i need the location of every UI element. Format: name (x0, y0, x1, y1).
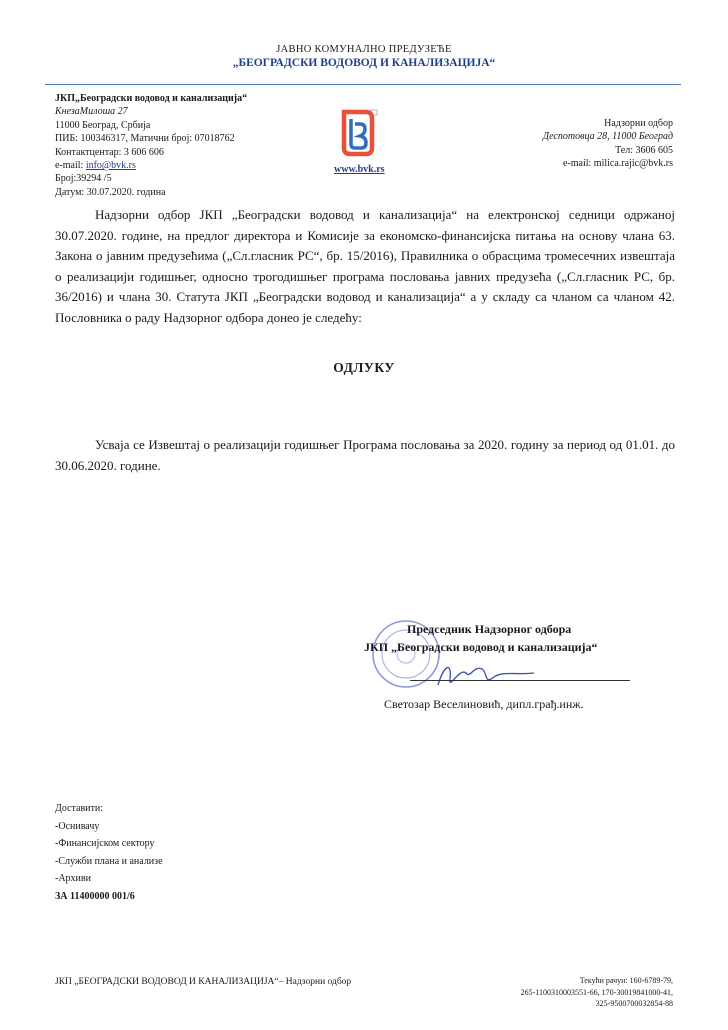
header-divider (45, 84, 681, 85)
sender-name: ЈКП„Београдски водовод и канализација“ (55, 93, 248, 104)
office-phone: Тел: 3606 605 (615, 144, 673, 156)
signatory-name: Светозар Веселиновић, дипл.грађ.инж. (384, 697, 584, 711)
sender-ids: ПИБ: 100346317, Матични број: 07018762 (55, 133, 235, 145)
preamble-text: Надзорни одбор ЈКП „Београдски водовод и канализација“ на електронској седници одржаној 30.07.2020. године, на предлог директора и Комисије за економско-финансијска питања на основу члана 63. Закона о јавним предузећима („Сл.гласник РС“, бр. 15/2016), Правилника о обрасцима тромесечних извештаја о реализацији годишњег, односно трогодишњег програма пословања јавних предузећа („Сл.гласник РС, бр. 36/2016) и члана 30. Статута ЈКП „Београдски водовод и канализација“ а у складу са чланом са чланом 42. Пословника о раду Надзорног одбора донео је следећу: (55, 207, 675, 325)
distribution-item: -Архиви (55, 873, 91, 884)
reference-code: ЗА 11400000 001/6 (55, 890, 135, 902)
office-name: Надзорни одбор (604, 118, 673, 129)
bank-account-line: Текући рачун: 160-6789-79, (579, 976, 673, 985)
distribution-item: -Служби плана и анализе (55, 855, 163, 867)
recipient-office-block (543, 117, 673, 171)
decision-title: ОДЛУКУ (333, 360, 395, 375)
sender-email-line (55, 159, 247, 172)
distribution-heading: Доставити: (55, 803, 104, 814)
footer-org: ЈКП „БЕОГРАДСКИ ВОДОВОД И КАНАЛИЗАЦИЈА“– Надзорни одбор (55, 977, 352, 987)
bank-account-line: 265-1100310003551-66, 170-30019841000-41, (520, 987, 673, 997)
decision-paragraph (55, 434, 675, 476)
decision-text: Усваја се Извештај о реализацији годишњег Програма пословања за 2020. годину за период од 01.01. до 30.06.2020. године. (55, 437, 675, 473)
document-number: Број:39294 /5 (55, 173, 112, 185)
org-name-heading: „БЕОГРАДСКИ ВОДОВОД И КАНАЛИЗАЦИЈА“ (232, 57, 496, 69)
signature-scribble-icon (430, 655, 540, 695)
office-address: Деспотовца 28, 11000 Београд (542, 131, 673, 143)
sender-contact: Контактцентар: 3 606 606 (55, 146, 164, 158)
distribution-list (55, 800, 163, 905)
signatory-title: Председник Надзорног одбора (407, 622, 572, 636)
sender-block (55, 92, 247, 199)
footer-bank-accounts (521, 975, 673, 1010)
org-type-heading: ЈАВНО КОМУНАЛНО ПРЕДУЗЕЋЕ (276, 44, 452, 55)
email-label: e-mail: (55, 160, 86, 172)
office-email: e-mail: milica.rajic@bvk.rs (562, 158, 673, 170)
signatory-org: ЈКП „Београдски водовод и канализација“ (364, 640, 598, 654)
bank-account-line: 325-9500700032854-88 (595, 999, 673, 1008)
sender-email-link[interactable]: info@bvk.rs (85, 160, 136, 172)
distribution-item: -Оснивачу (55, 820, 100, 832)
document-date: Датум: 30.07.2020. година (55, 186, 166, 198)
signature-line (410, 680, 630, 681)
sender-city: 11000 Београд, Србија (55, 119, 151, 131)
website-link[interactable]: www.bvk.rs (334, 164, 385, 175)
preamble-paragraph (55, 205, 675, 328)
bvk-logo-icon (338, 106, 378, 160)
sender-street: КнезаМилоша 27 (55, 106, 128, 118)
distribution-item: -Финансијском сектору (55, 838, 155, 849)
